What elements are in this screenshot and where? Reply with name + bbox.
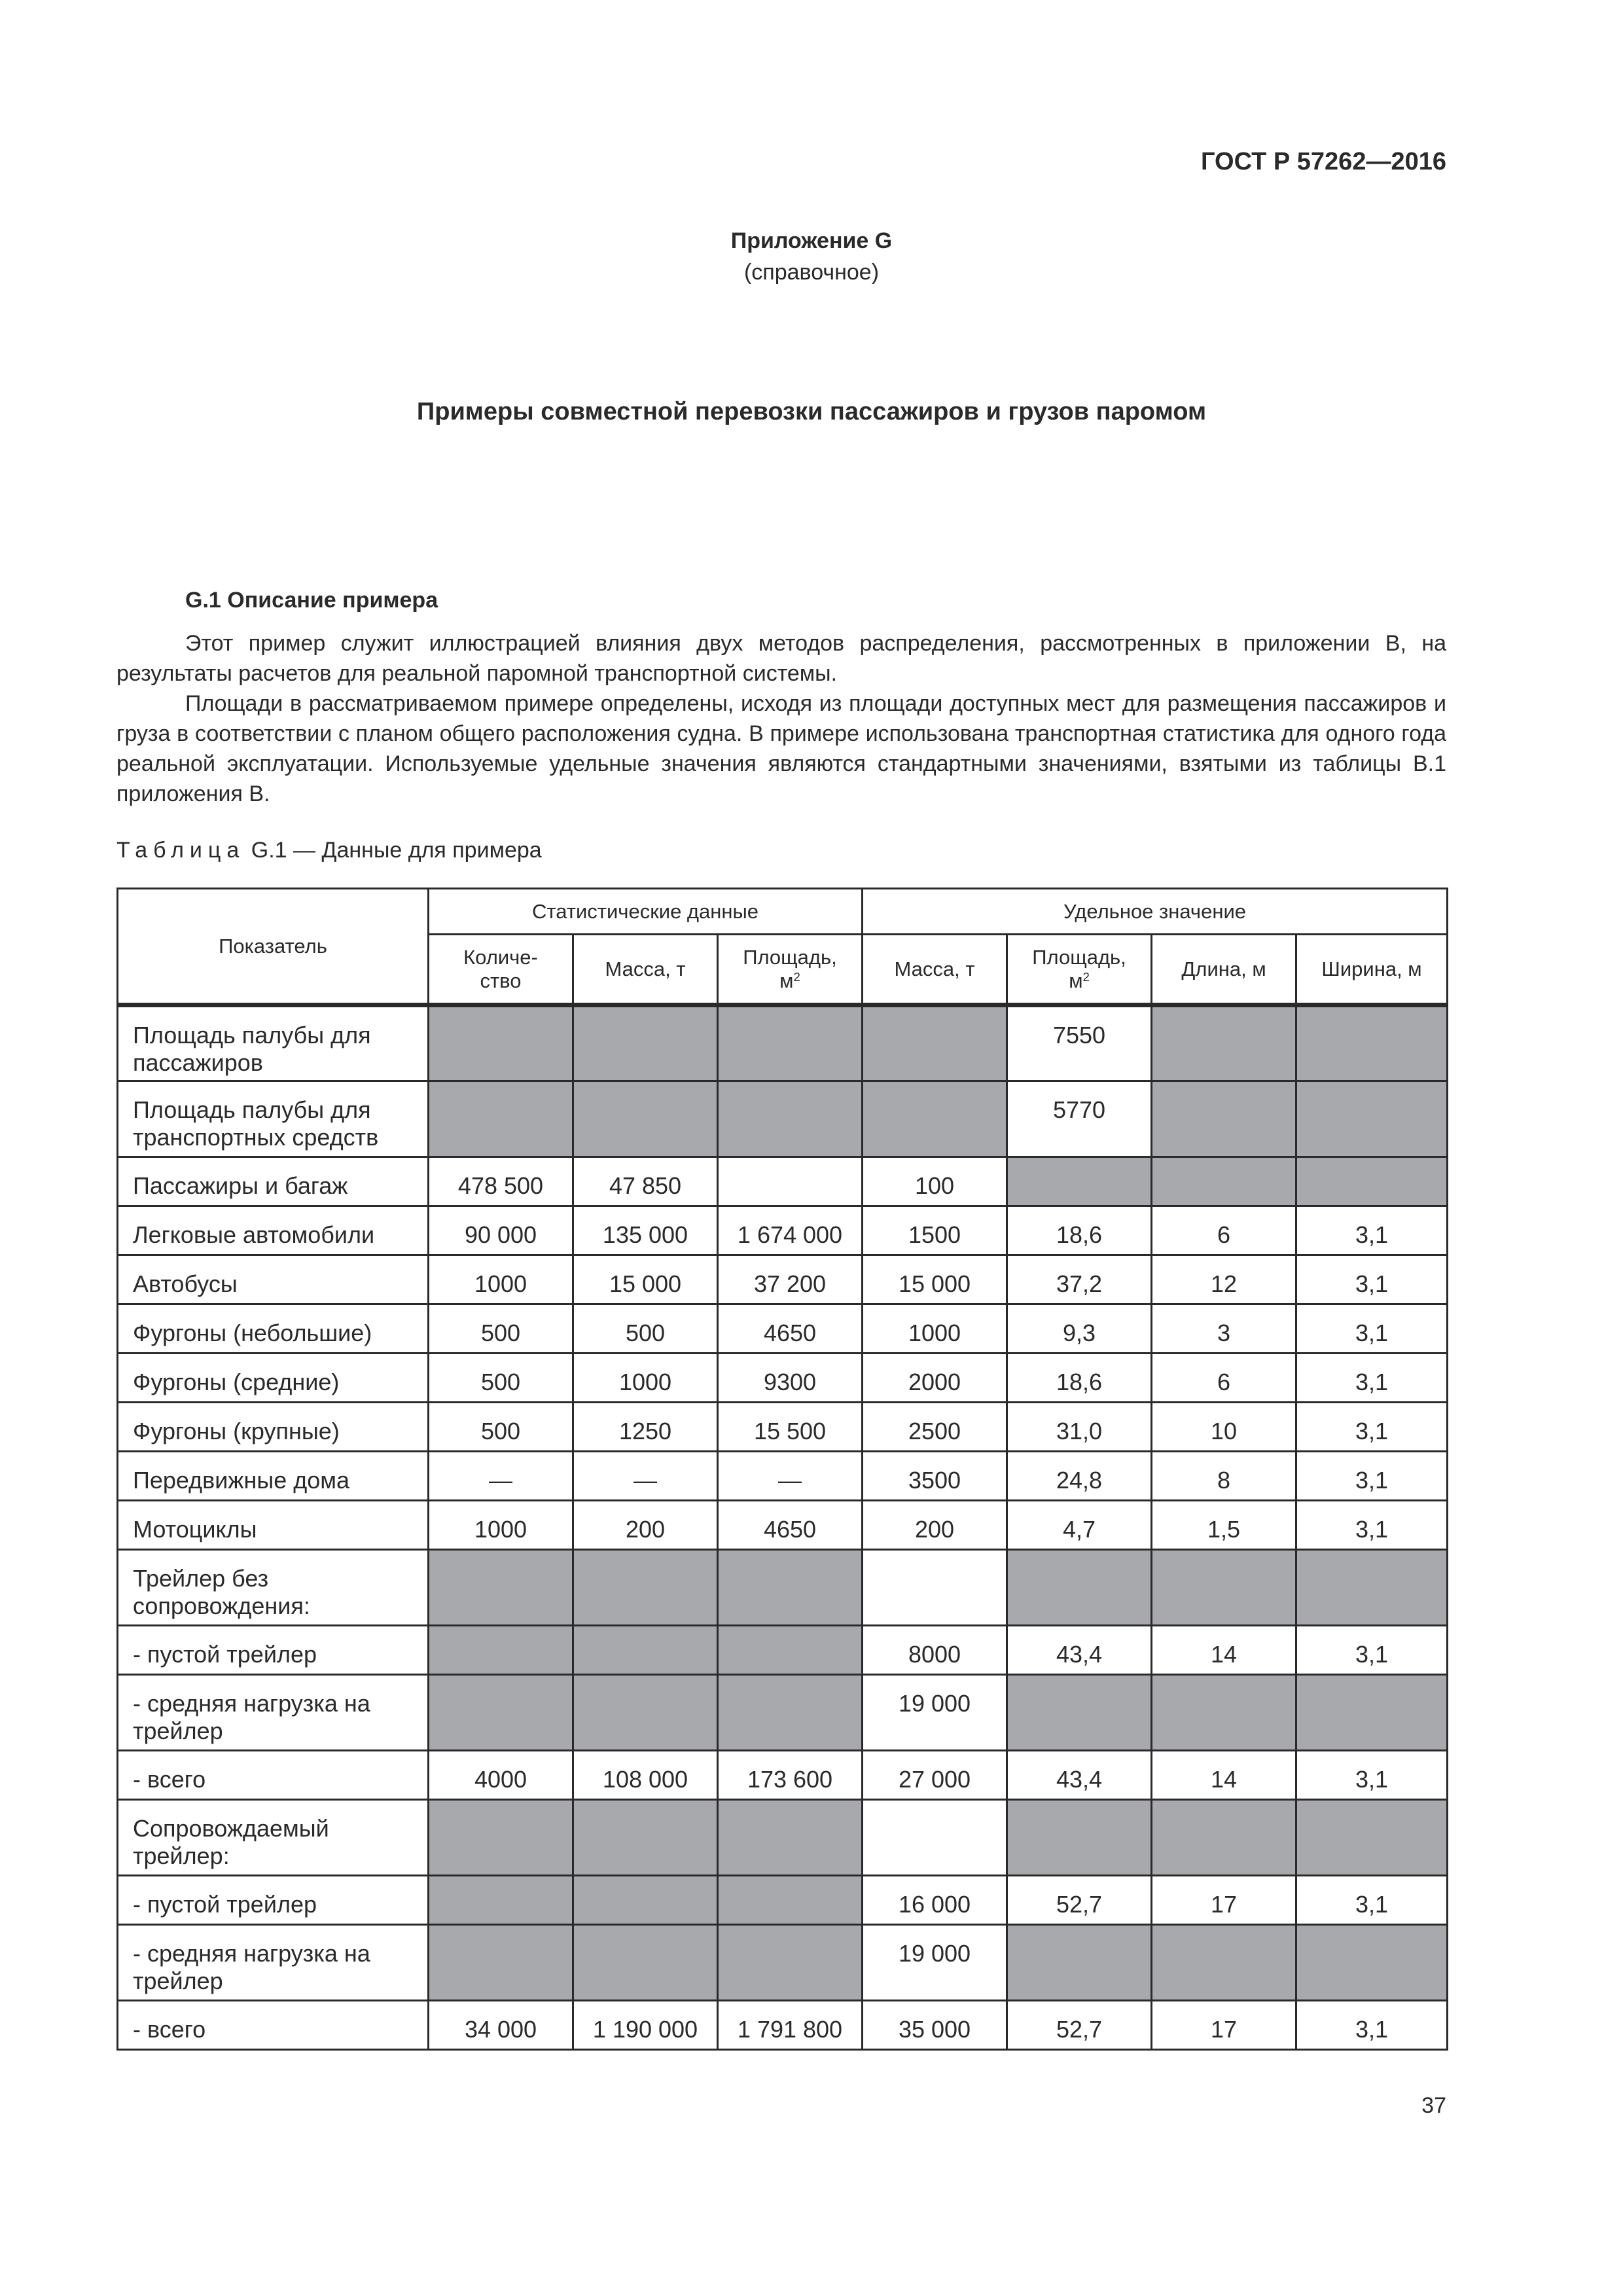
table-cell: 478 500 xyxy=(429,1157,573,1206)
shaded-cell xyxy=(1152,1005,1296,1081)
table-row xyxy=(118,1304,1448,1354)
table-row xyxy=(118,1354,1448,1403)
table-row xyxy=(118,1626,1448,1675)
header-stat-group: Статистические данные xyxy=(429,889,863,935)
table-cell: 4,7 xyxy=(1007,1501,1152,1550)
header-width: Ширина, м xyxy=(1296,935,1448,1005)
row-label: Фургоны (средние) xyxy=(118,1354,429,1403)
table-cell: 24,8 xyxy=(1007,1452,1152,1501)
table-row xyxy=(118,1081,1448,1157)
paragraph: Этот пример служит иллюстрацией влияния двух методов распределения, рассмотренных в приложении B, на результаты расчетов для реальной паромной транспортной системы. xyxy=(116,631,1446,686)
row-label: Сопровождаемый трейлер: xyxy=(118,1800,429,1876)
table-row xyxy=(118,1501,1448,1550)
table-cell: 52,7 xyxy=(1007,1876,1152,1925)
table-cell: — xyxy=(573,1452,718,1501)
table-cell: 1 190 000 xyxy=(573,2001,718,2050)
table-cell: 43,4 xyxy=(1007,1626,1152,1675)
table-cell: 5770 xyxy=(1007,1081,1152,1157)
shaded-cell xyxy=(573,1005,718,1081)
table-cell: 34 000 xyxy=(429,2001,573,2050)
table-cell: 17 xyxy=(1152,2001,1296,2050)
shaded-cell xyxy=(1296,1550,1448,1626)
shaded-cell xyxy=(1007,1800,1152,1876)
header-mass: Масса, т xyxy=(573,935,718,1005)
table-cell: 3,1 xyxy=(1296,1626,1448,1675)
row-label: Легковые автомобили xyxy=(118,1206,429,1255)
table-cell: 19 000 xyxy=(863,1675,1007,1751)
shaded-cell xyxy=(718,1925,863,2001)
shaded-cell xyxy=(573,1800,718,1876)
header-specific-area-label: Площадь, xyxy=(1032,945,1126,969)
table-cell: 100 xyxy=(863,1157,1007,1206)
shaded-cell xyxy=(573,1925,718,2001)
row-label: Фургоны (небольшие) xyxy=(118,1304,429,1354)
table-cell: 14 xyxy=(1152,1751,1296,1800)
shaded-cell xyxy=(429,1876,573,1925)
page-number: 37 xyxy=(1421,2093,1446,2118)
table-cell: 3,1 xyxy=(1296,1452,1448,1501)
table-caption xyxy=(116,838,542,863)
table-cell: 3 xyxy=(1152,1304,1296,1354)
table-cell: 47 850 xyxy=(573,1157,718,1206)
table-cell: 14 xyxy=(1152,1626,1296,1675)
shaded-cell xyxy=(1152,1550,1296,1626)
table-cell xyxy=(863,1550,1007,1626)
table-cell: 500 xyxy=(429,1304,573,1354)
table-cell: 3,1 xyxy=(1296,1255,1448,1304)
table-cell: 3,1 xyxy=(1296,1403,1448,1452)
shaded-cell xyxy=(718,1550,863,1626)
table-cell: 4650 xyxy=(718,1501,863,1550)
shaded-cell xyxy=(1296,1081,1448,1157)
shaded-cell xyxy=(718,1626,863,1675)
table-cell: 17 xyxy=(1152,1876,1296,1925)
shaded-cell xyxy=(1296,1675,1448,1751)
table-row xyxy=(118,1800,1448,1876)
shaded-cell xyxy=(573,1626,718,1675)
shaded-cell xyxy=(1152,1157,1296,1206)
row-label: Площадь палубы для пассажиров xyxy=(118,1005,429,1081)
table-row xyxy=(118,1005,1448,1081)
table-cell: 108 000 xyxy=(573,1751,718,1800)
table-cell: 19 000 xyxy=(863,1925,1007,2001)
row-label: Трейлер без сопровождения: xyxy=(118,1550,429,1626)
table-row xyxy=(118,1157,1448,1206)
table-cell: 8000 xyxy=(863,1626,1007,1675)
shaded-cell xyxy=(1007,1675,1152,1751)
shaded-cell xyxy=(573,1550,718,1626)
header-specific-area-exponent: 2 xyxy=(1082,969,1090,984)
table-cell: 3,1 xyxy=(1296,1354,1448,1403)
table-cell: 500 xyxy=(573,1304,718,1354)
shaded-cell xyxy=(429,1675,573,1751)
table-cell: 4650 xyxy=(718,1304,863,1354)
row-label: - пустой трейлер xyxy=(118,1876,429,1925)
shaded-cell xyxy=(429,1550,573,1626)
page-title: Примеры совместной перевозки пассажиров и грузов паромом xyxy=(416,398,1207,425)
paragraph: Площади в рассматриваемом примере определены, исходя из площади доступных мест для размещения пассажиров и груза в соответствии с планом общего расположения судна. В примере использована транспортная статистика для одного года реальной эксплуатации. Используемые удельные значения являются стандартными значениями, взятыми из таблицы B.1 приложения B. xyxy=(116,691,1446,806)
shaded-cell xyxy=(429,1925,573,2001)
shaded-cell xyxy=(1152,1925,1296,2001)
table-cell: 52,7 xyxy=(1007,2001,1152,2050)
shaded-cell xyxy=(1296,1005,1448,1081)
shaded-cell xyxy=(429,1626,573,1675)
header-specific-area xyxy=(1007,935,1152,1005)
table-cell: — xyxy=(718,1452,863,1501)
shaded-cell xyxy=(1152,1675,1296,1751)
shaded-cell xyxy=(1296,1800,1448,1876)
header-area-unit: м xyxy=(779,969,794,992)
row-label: - всего xyxy=(118,2001,429,2050)
header-indicator: Показатель xyxy=(118,889,429,1005)
shaded-cell xyxy=(718,1081,863,1157)
shaded-cell xyxy=(429,1081,573,1157)
header-specific-area-unit: м xyxy=(1069,969,1083,992)
shaded-cell xyxy=(1152,1800,1296,1876)
table-cell: 1000 xyxy=(573,1354,718,1403)
table-cell: 15 000 xyxy=(573,1255,718,1304)
row-label: Пассажиры и багаж xyxy=(118,1157,429,1206)
table-caption-text: G.1 — Данные для примера xyxy=(245,838,542,863)
header-specific-mass: Масса, т xyxy=(863,935,1007,1005)
table-cell: 1 674 000 xyxy=(718,1206,863,1255)
table-cell: 27 000 xyxy=(863,1751,1007,1800)
data-table xyxy=(116,888,1448,2051)
shaded-cell xyxy=(573,1081,718,1157)
table-cell: 1000 xyxy=(429,1255,573,1304)
header-area-label: Площадь, xyxy=(743,945,837,969)
shaded-cell xyxy=(1296,1925,1448,2001)
header-area-exponent: 2 xyxy=(793,969,800,984)
shaded-cell xyxy=(1007,1925,1152,2001)
table-cell: 31,0 xyxy=(1007,1403,1152,1452)
table-cell: 15 000 xyxy=(863,1255,1007,1304)
table-row xyxy=(118,1550,1448,1626)
table-cell: 200 xyxy=(863,1501,1007,1550)
table-cell: 1500 xyxy=(863,1206,1007,1255)
table-cell: 9,3 xyxy=(1007,1304,1152,1354)
shaded-cell xyxy=(1152,1081,1296,1157)
shaded-cell xyxy=(718,1800,863,1876)
table-row xyxy=(118,1255,1448,1304)
header-specific-group: Удельное значение xyxy=(863,889,1448,935)
shaded-cell xyxy=(718,1005,863,1081)
table-cell: 1250 xyxy=(573,1403,718,1452)
table-body xyxy=(118,1005,1448,2050)
table-cell: 135 000 xyxy=(573,1206,718,1255)
table-cell xyxy=(718,1157,863,1206)
row-label: Мотоциклы xyxy=(118,1501,429,1550)
table-row xyxy=(118,1751,1448,1800)
shaded-cell xyxy=(718,1876,863,1925)
table-cell: 200 xyxy=(573,1501,718,1550)
table-cell: 3,1 xyxy=(1296,1876,1448,1925)
table-cell: 173 600 xyxy=(718,1751,863,1800)
header-area xyxy=(718,935,863,1005)
table-cell: 37,2 xyxy=(1007,1255,1152,1304)
annex-title: Приложение G xyxy=(730,228,893,253)
table-cell: 3,1 xyxy=(1296,1304,1448,1354)
table-cell: 6 xyxy=(1152,1354,1296,1403)
table-row xyxy=(118,1206,1448,1255)
table-cell: 1000 xyxy=(863,1304,1007,1354)
row-label: Площадь палубы для транспортных средств xyxy=(118,1081,429,1157)
body-text xyxy=(116,628,1446,809)
annex-heading xyxy=(0,225,1623,288)
shaded-cell xyxy=(1007,1157,1152,1206)
row-label: Передвижные дома xyxy=(118,1452,429,1501)
table-cell: 18,6 xyxy=(1007,1206,1152,1255)
row-label: - пустой трейлер xyxy=(118,1626,429,1675)
table-cell: 1 791 800 xyxy=(718,2001,863,2050)
row-label: - всего xyxy=(118,1751,429,1800)
table-cell: 2000 xyxy=(863,1354,1007,1403)
annex-kind: (справочное) xyxy=(743,260,880,285)
row-label: - средняя нагрузка на трейлер xyxy=(118,1675,429,1751)
table-cell: 8 xyxy=(1152,1452,1296,1501)
shaded-cell xyxy=(1007,1550,1152,1626)
table-cell: 6 xyxy=(1152,1206,1296,1255)
section-heading: G.1 Описание примера xyxy=(185,588,438,613)
table-cell: 3,1 xyxy=(1296,1206,1448,1255)
shaded-cell xyxy=(573,1876,718,1925)
table-cell: 43,4 xyxy=(1007,1751,1152,1800)
shaded-cell xyxy=(718,1675,863,1751)
shaded-cell xyxy=(1296,1157,1448,1206)
table-cell: 18,6 xyxy=(1007,1354,1152,1403)
shaded-cell xyxy=(429,1800,573,1876)
table-cell: 3,1 xyxy=(1296,1751,1448,1800)
row-label: - средняя нагрузка на трейлер xyxy=(118,1925,429,2001)
shaded-cell xyxy=(863,1005,1007,1081)
table-cell: 3,1 xyxy=(1296,1501,1448,1550)
table-row xyxy=(118,1403,1448,1452)
table-cell: 500 xyxy=(429,1354,573,1403)
table-cell: 4000 xyxy=(429,1751,573,1800)
header-length: Длина, м xyxy=(1152,935,1296,1005)
table-row xyxy=(118,1675,1448,1751)
shaded-cell xyxy=(863,1081,1007,1157)
table-cell: 90 000 xyxy=(429,1206,573,1255)
table-row xyxy=(118,1876,1448,1925)
table-cell: — xyxy=(429,1452,573,1501)
table-cell: 10 xyxy=(1152,1403,1296,1452)
table-row xyxy=(118,1452,1448,1501)
header-quantity: Количе- ство xyxy=(429,935,573,1005)
table-cell: 7550 xyxy=(1007,1005,1152,1081)
table-cell: 37 200 xyxy=(718,1255,863,1304)
table-row xyxy=(118,2001,1448,2050)
table-cell: 9300 xyxy=(718,1354,863,1403)
table-row xyxy=(118,1925,1448,2001)
table-cell: 1,5 xyxy=(1152,1501,1296,1550)
table-cell xyxy=(863,1800,1007,1876)
table-cell: 1000 xyxy=(429,1501,573,1550)
table-cell: 35 000 xyxy=(863,2001,1007,2050)
table-cell: 2500 xyxy=(863,1403,1007,1452)
table-cell: 3,1 xyxy=(1296,2001,1448,2050)
table-cell: 16 000 xyxy=(863,1876,1007,1925)
table-cell: 12 xyxy=(1152,1255,1296,1304)
table-cell: 15 500 xyxy=(718,1403,863,1452)
table-caption-prefix: Таблица xyxy=(116,838,245,863)
row-label: Автобусы xyxy=(118,1255,429,1304)
table-cell: 500 xyxy=(429,1403,573,1452)
row-label: Фургоны (крупные) xyxy=(118,1403,429,1452)
document-code: ГОСТ Р 57262—2016 xyxy=(1201,148,1446,175)
shaded-cell xyxy=(573,1675,718,1751)
table-cell: 3500 xyxy=(863,1452,1007,1501)
shaded-cell xyxy=(429,1005,573,1081)
